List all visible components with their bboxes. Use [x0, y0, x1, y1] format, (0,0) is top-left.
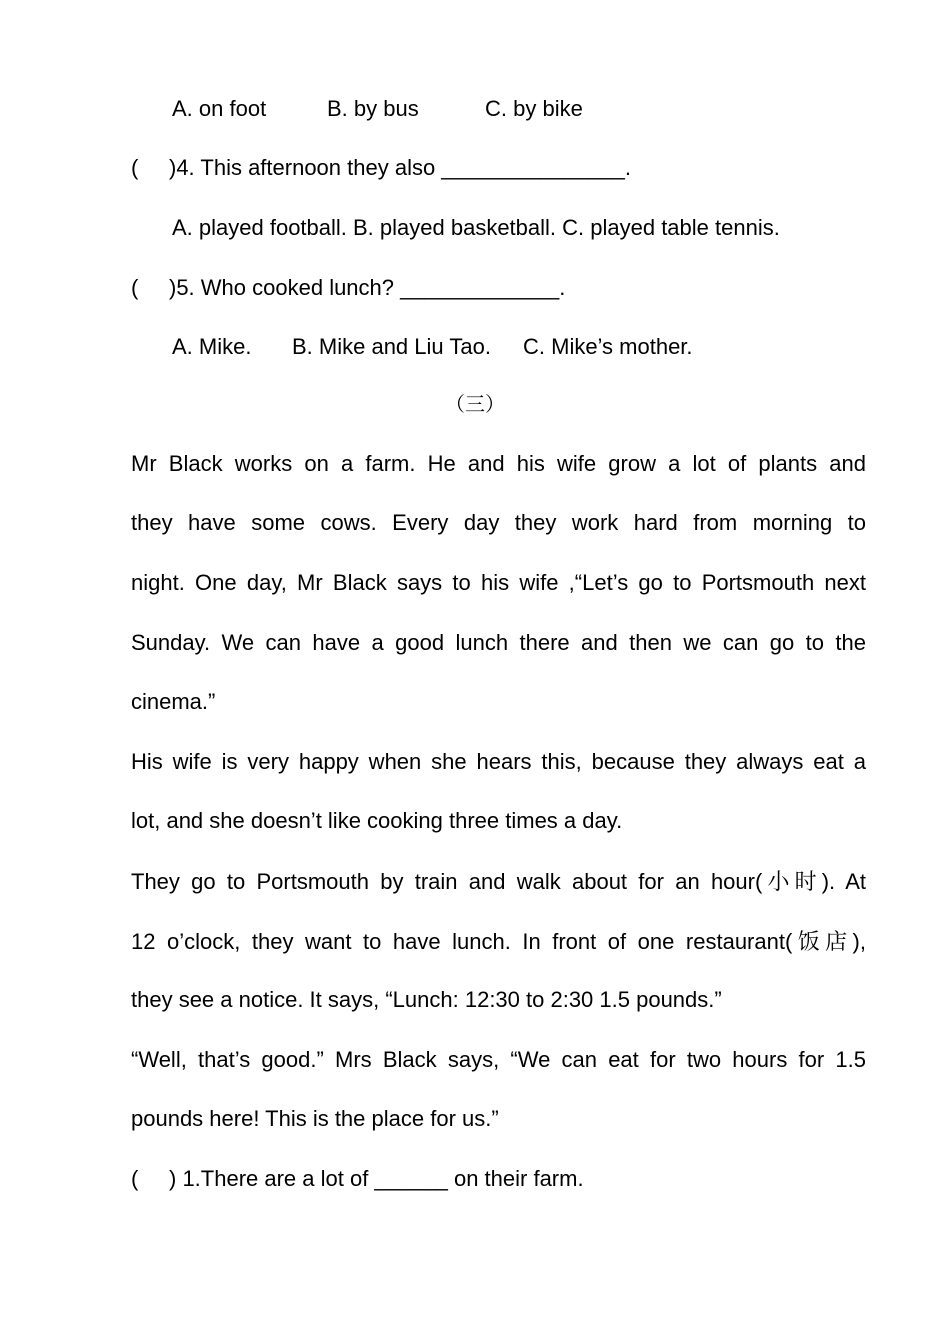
q4-stem: )4. This afternoon they also _______________. [169, 155, 631, 180]
section-three-title: （三） [445, 392, 505, 416]
passage-line: they have some cows. Every day they work hard from morning to [131, 510, 866, 535]
q3-option-b: B. by bus [327, 96, 419, 121]
q4-question [131, 152, 866, 184]
passage-line: They go to Portsmouth by train and walk about for an hour(小时). At [131, 869, 866, 894]
passage-line: His wife is very happy when she hears this, because they always eat a [131, 749, 866, 774]
q3-options [172, 93, 672, 125]
s3-q1-answer-paren[interactable]: ( [131, 1166, 139, 1191]
passage-line: cinema.” [131, 689, 216, 714]
passage-line: they see a notice. It says, “Lunch: 12:30 to 2:30 1.5 pounds.” [131, 987, 722, 1012]
passage-line: 12 o’clock, they want to have lunch. In front of one restaurant(饭店), [131, 929, 866, 954]
passage-line: lot, and she doesn’t like cooking three times a day. [131, 808, 623, 833]
s3-q1-stem: ) 1.There are a lot of ______ on their farm. [169, 1166, 584, 1191]
q3-option-c: C. by bike [485, 96, 583, 121]
passage-line: pounds here! This is the place for us.” [131, 1106, 499, 1131]
passage-line: night. One day, Mr Black says to his wife ,“Let’s go to Portsmouth next [131, 570, 866, 595]
passage-line: Mr Black works on a farm. He and his wife grow a lot of plants and [131, 451, 866, 476]
passage-line: Sunday. We can have a good lunch there and then we can go to the [131, 630, 866, 655]
passage-line: “Well, that’s good.” Mrs Black says, “We can eat for two hours for 1.5 [131, 1047, 866, 1072]
q4-options: A. played football. B. played basketball. C. played table tennis. [172, 215, 780, 240]
q5-stem: )5. Who cooked lunch? _____________. [169, 275, 566, 300]
s3-q1-question [131, 1163, 866, 1195]
q5-option-b: B. Mike and Liu Tao. [292, 334, 491, 359]
q4-answer-paren[interactable]: ( [131, 155, 139, 180]
q5-option-c: C. Mike’s mother. [523, 334, 693, 359]
q5-options [172, 331, 772, 363]
q5-answer-paren[interactable]: ( [131, 275, 139, 300]
q3-option-a: A. on foot [172, 96, 267, 121]
q5-question [131, 272, 866, 304]
q5-option-a: A. Mike. [172, 334, 252, 359]
